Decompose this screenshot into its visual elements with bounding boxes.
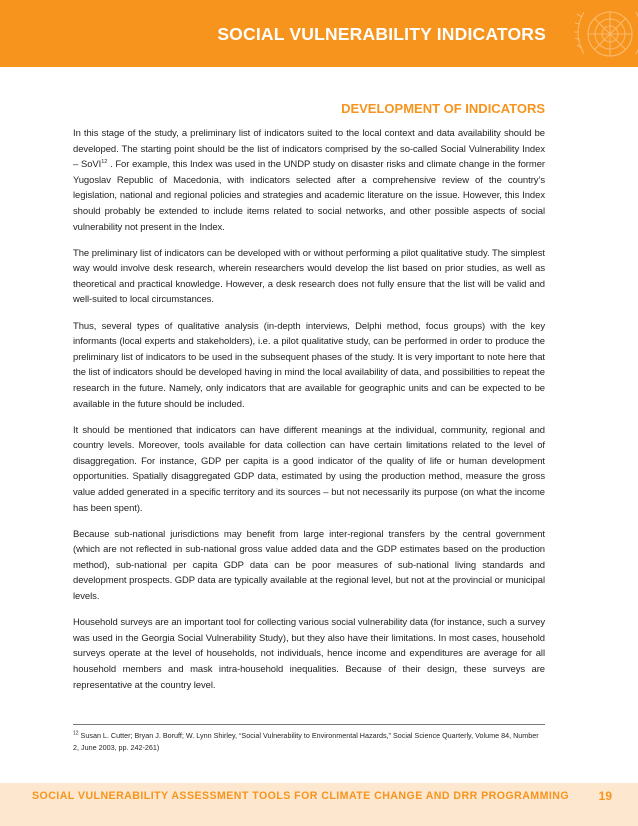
body-text — [73, 126, 545, 704]
paragraph-3: Thus, several types of qualitative analysis (in-depth interviews, Delphi method, focus groups) with the key informants (local experts and stakeholders), i.e. a pilot qualitative study, can be performed in order to produce the preliminary list of indicators to be used in the subsequent phases of the study. It is very important to note here that the list of indicators should be developed having in mind the local availability of data, and possibilities to repeat the research in the future. Namely, only indicators that are available for geographic units and can be expected to be available in the future should be included. — [73, 320, 545, 410]
paragraph-6: Household surveys are an important tool for collecting various social vulnerability data (for instance, such a survey was used in the Georgia Social Vulnerability Study), but they also have their limitations. In most cases, household surveys operate at the level of households, not individuals, hence income and expenditures are average for all household members and mask intra-household inequalities. Because of their design, these surveys are representative at the country level. — [73, 617, 545, 691]
paragraph-1-text: In this stage of the study, a preliminary list of indicators suited to the local context and data availability should be developed. The starting point should be the list of indicators comprised by the so-called Social Vulnerability Index – SoVI — [73, 128, 545, 171]
footnote-marker: 12 — [73, 730, 79, 737]
paragraph-2: The preliminary list of indicators can be developed with or without performing a pilot qualitative study. The simplest way would involve desk research, wherein researchers would develop the list based on prior studies, as well as theoretical and practical knowledge. However, a desk research does not fully ensure that the list will be valid and well-suited to local circumstances. — [73, 247, 545, 306]
un-emblem-icon — [568, 0, 638, 76]
paragraph-1-text-cont: . For example, this Index was used in the UNDP study on disaster risks and climate change in the former Yugoslav Republic of Macedonia, with indicators selected after a comprehensive review of the country’s legislation, national and regional policies and strategies and academic literature on the issue. However, this Index should probably be extended to include items related to social networks, and other possible aspects of social vulnerability not present in the Index. — [73, 159, 546, 233]
page-number: 19 — [598, 789, 612, 803]
header-band — [0, 0, 638, 67]
paragraph-5: Because sub-national jurisdictions may benefit from large inter-regional transfers by the central government (which are not reflected in sub-national gross value added data and the GDP estimates based on the production method), sub-national per capita GDP data can be poor measures of sub-national living standards and development prospects. GDP data are typically available at the regional level, but not at the provincial or municipal levels. — [73, 528, 545, 603]
paragraph-4: It should be mentioned that indicators can have different meanings at the individual, community, regional and country levels. Moreover, tools available for data collection can have certain limitations related to the level of disaggregation. For instance, GDP per capita is a good indicator of the quality of life or human development opportunities. Spatially disaggregated GDP data, estimated by using the production method, measure the gross value added generated in a specific territory and its sources – but not necessarily its purpose (on what the income has been spent). — [73, 424, 545, 514]
footnote — [73, 730, 545, 754]
header-title: SOCIAL VULNERABILITY INDICATORS — [217, 24, 546, 44]
footnote-text: Susan L. Cutter; Bryan J. Boruff; W. Lynn Shirley, “Social Vulnerability to Environmental Hazards,” Social Science Quarterly, Volume 84, Number 2, June 2003, pp. 242-261) — [73, 731, 539, 752]
footer-title: SOCIAL VULNERABILITY ASSESSMENT TOOLS FOR CLIMATE CHANGE AND DRR PROGRAMMING — [32, 790, 570, 802]
section-title: DEVELOPMENT OF INDICATORS — [341, 101, 545, 116]
footnote-ref: 12 — [101, 159, 108, 166]
paragraph-1 — [73, 126, 545, 235]
footnote-divider — [73, 724, 545, 725]
